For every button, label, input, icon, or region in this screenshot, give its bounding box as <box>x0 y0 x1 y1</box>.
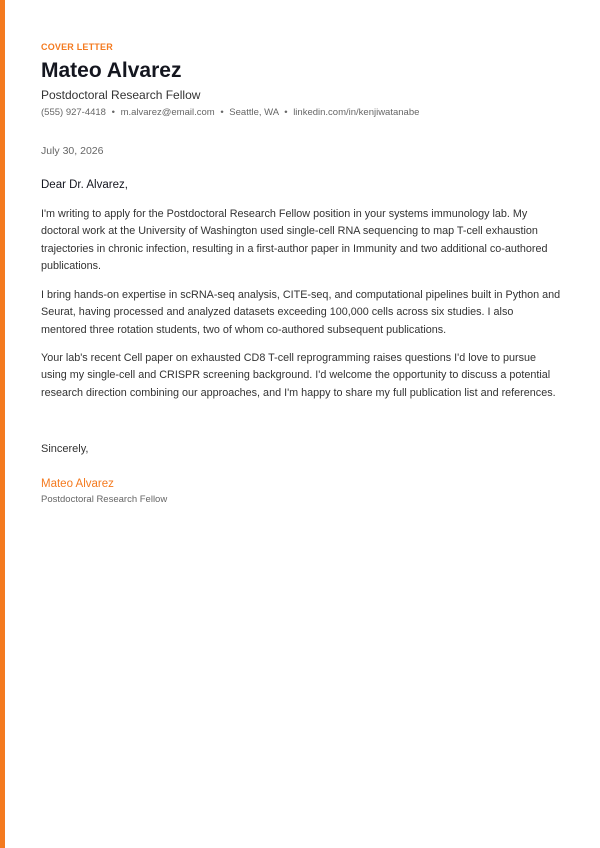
accent-bar <box>0 0 5 848</box>
document-type-label: COVER LETTER <box>41 42 113 52</box>
letter-date: July 30, 2026 <box>41 145 104 157</box>
body-paragraph-2: I bring hands-on expertise in scRNA-seq analysis, CITE-seq, and computational pipelines built in Python and Seurat, having processed and analyzed datasets exceeding 100,000 cells across six studies. I also mentored three rotation students, two of whom co-authored subsequent publications. <box>41 289 561 336</box>
contact-linkedin: linkedin.com/in/kenjiwatanabe <box>293 107 420 118</box>
signature-name: Mateo Alvarez <box>41 478 114 490</box>
contact-line <box>41 107 419 118</box>
applicant-title: Postdoctoral Research Fellow <box>41 88 201 102</box>
applicant-name: Mateo Alvarez <box>41 59 182 82</box>
contact-separator: • <box>220 107 224 118</box>
contact-phone: (555) 927-4418 <box>41 107 106 118</box>
contact-separator: • <box>284 107 288 118</box>
salutation: Dear Dr. Alvarez, <box>41 179 128 191</box>
closing: Sincerely, <box>41 443 89 455</box>
body-paragraph-1: I'm writing to apply for the Postdoctoral Research Fellow position in your systems immunology lab. My doctoral work at the University of Washington used single-cell RNA sequencing to map T-cell exhaustion trajectories in chronic infection, resulting in a first-author paper in Immunity and two additional co-authored publications. <box>41 208 548 272</box>
contact-separator: • <box>111 107 115 118</box>
body-paragraph-3: Your lab's recent Cell paper on exhausted CD8 T-cell reprogramming raises questions I'd love to pursue using my single-cell and CRISPR screening background. I'd welcome the opportunity to discuss a potential research direction combining our approaches, and I'm happy to share my full publication list and references. <box>41 352 556 399</box>
contact-email: m.alvarez@email.com <box>120 107 215 118</box>
signature-title: Postdoctoral Research Fellow <box>41 494 168 505</box>
contact-location: Seattle, WA <box>229 107 279 118</box>
